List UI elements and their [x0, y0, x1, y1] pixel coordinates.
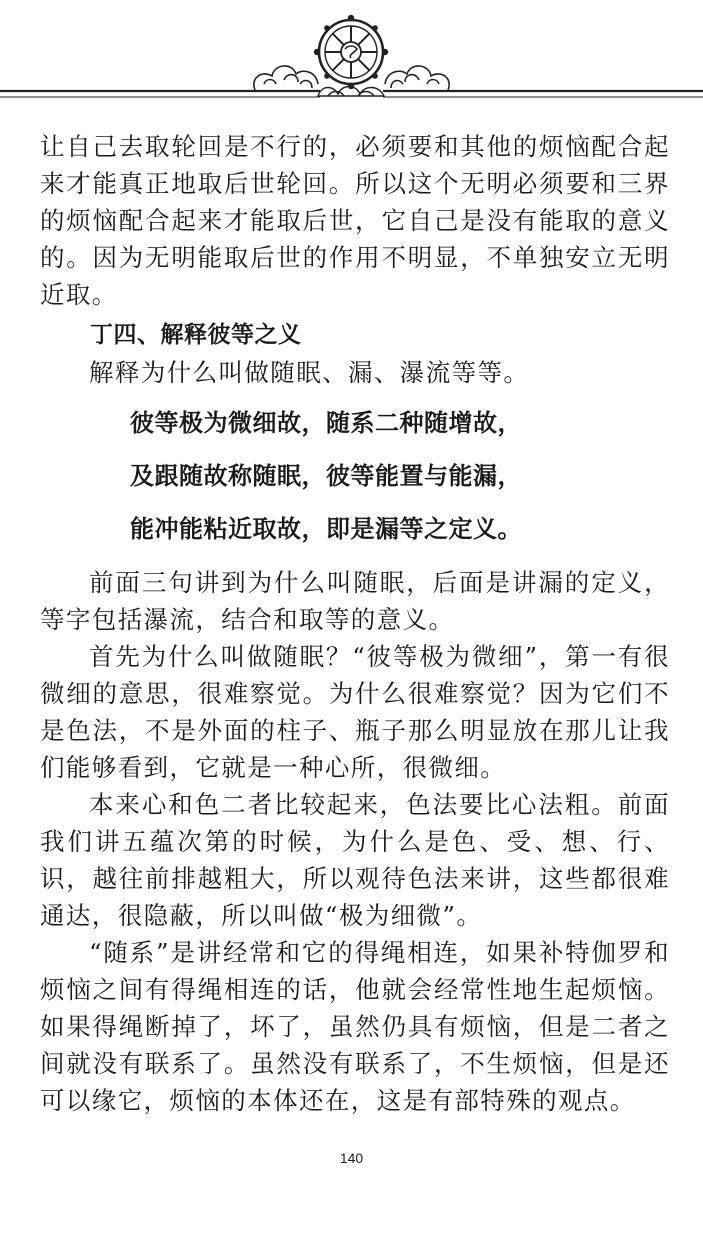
paragraph: 前面三句讲到为什么叫随眠，后面是讲漏的定义，等字包括瀑流，结合和取等的意义。 [40, 568, 670, 634]
paragraph: 首先为什么叫做随眠？“彼等极为微细”，第一有很微细的意思，很难察觉。为什么很难察觉？因为它们不是色法，不是外面的柱子、瓶子那么明显放在那儿让我们能够看到，它就是一种心所，很微细。 [40, 642, 670, 782]
page-body [40, 128, 670, 1119]
page-header-ornament [0, 0, 703, 110]
verse-line: 彼等极为微细故，随系二种随增故， [130, 409, 522, 437]
paragraph: 让自己去取轮回是不行的，必须要和其他的烦恼配合起来才能真正地取后世轮回。所以这个无明必须要和三界的烦恼配合起来才能取后世，它自己是没有能取的意义的。因为无明能取后世的作用不明显，不单独安立无明近取。 [40, 132, 670, 309]
auspicious-cloud-icon [254, 66, 318, 90]
dharma-wheel-icon [314, 15, 388, 89]
verse-block [40, 401, 670, 552]
auspicious-cloud-icon [385, 66, 449, 90]
verse-line: 能冲能粘近取故，即是漏等之定义。 [130, 515, 522, 543]
verse-line: 及跟随故称随眠，彼等能置与能漏， [130, 462, 522, 490]
page-number: 140 [339, 1150, 364, 1166]
paragraph: 本来心和色二者比较起来，色法要比心法粗。前面我们讲五蕴次第的时候，为什么是色、受、想、行、识，越往前排越粗大，所以观待色法来讲，这些都很难通达，很隐蔽，所以叫做“极为细微”。 [40, 790, 670, 930]
paragraph: 解释为什么叫做随眠、漏、瀑流等等。 [89, 358, 530, 387]
paragraph: “随系”是讲经常和它的得绳相连，如果补特伽罗和烦恼之间有得绳相连的话，他就会经常性地生起烦恼。如果得绳断掉了，坏了，虽然仍具有烦恼，但是二者之间就没有联系了。虽然没有联系了，不生烦恼，但是还可以缘它，烦恼的本体还在，这是有部特殊的观点。 [40, 938, 670, 1115]
section-heading: 丁四、解释彼等之义 [90, 322, 302, 348]
